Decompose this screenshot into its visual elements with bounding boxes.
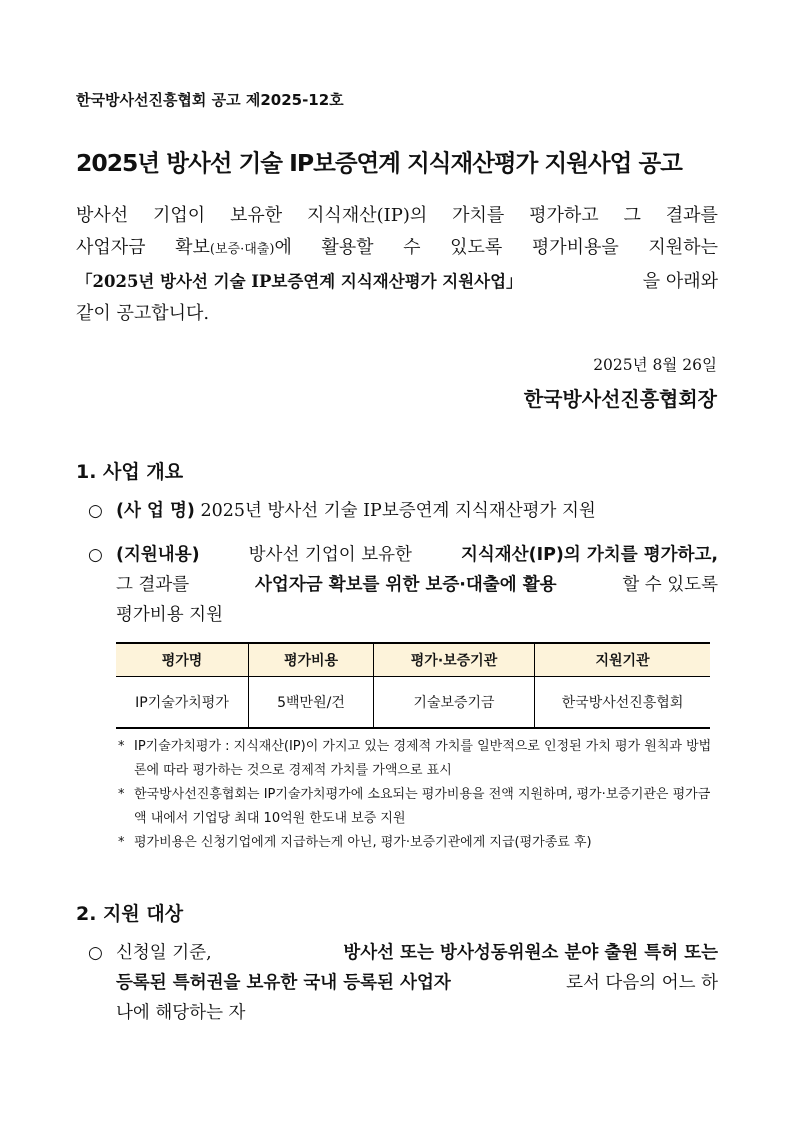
table-cell: 5백만원/건	[249, 677, 374, 729]
intro-word: 방사선	[76, 205, 129, 226]
note-text: 평가비용은 신청기업에게 지급하는게 아닌, 평가·보증기관에게 지급(평가종료 후)	[134, 835, 592, 850]
intro-line-4: 같이 공고합니다.	[76, 303, 210, 324]
item-2-text-c: 할 수 있도록	[622, 575, 718, 595]
intro-word: 기업이	[153, 205, 206, 226]
intro-word: 활용할	[321, 237, 374, 258]
issuer-name: 한국방사선진흥협회장	[523, 387, 717, 411]
asterisk-icon: *	[118, 835, 125, 850]
item-2-label: (지원내용)	[116, 545, 200, 565]
intro-word: 가치를	[452, 205, 505, 226]
asterisk-icon: *	[118, 739, 125, 754]
notice-number: 한국방사선진흥협회 공고 제2025-12호	[76, 91, 344, 109]
section-2-text-b: 로서 다음의 어느 하	[566, 973, 718, 993]
item-1-text: 2025년 방사선 기술 IP보증연계 지식재산평가 지원	[200, 501, 596, 521]
intro-line-3	[76, 266, 718, 298]
section-2-bold-a: 방사선 또는 방사성동위원소 분야 출원 특허 또는	[343, 943, 718, 963]
section-2-line-1	[116, 938, 718, 968]
notice-date: 2025년 8월 26일	[593, 356, 717, 374]
section-2-line-2	[116, 968, 718, 998]
table-row	[116, 677, 710, 729]
section-1-item-2	[88, 540, 718, 630]
table-header: 평가·보증기관	[374, 643, 535, 677]
intro-word-group	[175, 232, 292, 266]
intro-word: 평가하고	[529, 205, 599, 226]
item-2-line-1	[116, 540, 718, 570]
table-cell: IP기술가치평가	[116, 677, 249, 729]
table-cell: 한국방사선진흥협회	[535, 677, 711, 729]
intro-word: 수	[403, 237, 421, 258]
section-2-item-1	[88, 938, 718, 1028]
item-2-text-a: 방사선 기업이 보유한	[248, 545, 412, 565]
intro-word: 그	[623, 205, 641, 226]
table-header-row	[116, 643, 710, 677]
note-item	[118, 735, 718, 783]
circle-bullet-icon: ○	[88, 501, 103, 521]
intro-word: 을 아래와	[642, 271, 718, 292]
document-title: 2025년 방사선 기술 IP보증연계 지식재산평가 지원사업 공고	[76, 149, 682, 177]
intro-word: 에	[274, 237, 292, 258]
intro-small-note: (보증·대출)	[209, 242, 275, 257]
item-2-bold-a: 지식재산(IP)의 가치를 평가하고,	[460, 545, 718, 565]
item-2-bold-b: 사업자금 확보를 위한 보증·대출에 활용	[255, 575, 557, 595]
section-2-text-a: 신청일 기준,	[116, 943, 212, 963]
circle-bullet-icon: ○	[88, 545, 103, 565]
intro-word: 보유한	[230, 205, 283, 226]
note-item	[118, 783, 718, 831]
section-1-item-1	[88, 496, 718, 526]
note-item	[118, 831, 718, 855]
table-cell: 기술보증기금	[374, 677, 535, 729]
item-1-label: (사 업 명)	[116, 501, 195, 521]
asterisk-icon: *	[118, 787, 125, 802]
item-2-line-2	[116, 570, 718, 600]
item-2-text-b: 그 결과를	[116, 575, 190, 595]
section-2-item-body	[116, 938, 718, 1028]
intro-word: 평가비용을	[531, 237, 619, 258]
intro-word: 지식재산(IP)의	[307, 205, 428, 226]
intro-word: 확보	[175, 237, 210, 258]
intro-paragraph	[76, 200, 718, 330]
section-2-heading: 2. 지원 대상	[76, 903, 184, 925]
evaluation-table	[116, 642, 710, 729]
intro-line-1	[76, 200, 718, 232]
intro-word: 지원하는	[648, 237, 718, 258]
table-notes	[118, 735, 718, 855]
circle-bullet-icon: ○	[88, 943, 103, 963]
note-text: 한국방사선진흥협회는 IP기술가치평가에 소요되는 평가비용을 전액 지원하며, 평가·보증기관은 평가금액 내에서 기업당 최대 10억원 한도내 보증 지원	[134, 787, 711, 826]
intro-word: 결과를	[665, 205, 718, 226]
item-2-body	[116, 540, 718, 630]
intro-word: 사업자금	[76, 237, 146, 258]
intro-word: 있도록	[450, 237, 503, 258]
section-2-line-3: 나에 해당하는 자	[116, 1003, 246, 1023]
section-2-bold-b: 등록된 특허권을 보유한 국내 등록된 사업자	[116, 973, 451, 993]
item-2-line-3: 평가비용 지원	[116, 605, 223, 625]
item-1-body	[116, 496, 718, 526]
section-1-heading: 1. 사업 개요	[76, 461, 184, 483]
table-header: 평가비용	[249, 643, 374, 677]
intro-line-2	[76, 232, 718, 266]
program-name-bold: 「2025년 방사선 기술 IP보증연계 지식재산평가 지원사업」	[76, 272, 523, 291]
note-text: IP기술가치평가 : 지식재산(IP)이 가지고 있는 경제적 가치를 일반적으로 인정된 가치 평가 원칙과 방법론에 따라 평가하는 것으로 경제적 가치를 가액으로 표시	[134, 739, 712, 778]
table-header: 지원기관	[535, 643, 711, 677]
table-header: 평가명	[116, 643, 249, 677]
